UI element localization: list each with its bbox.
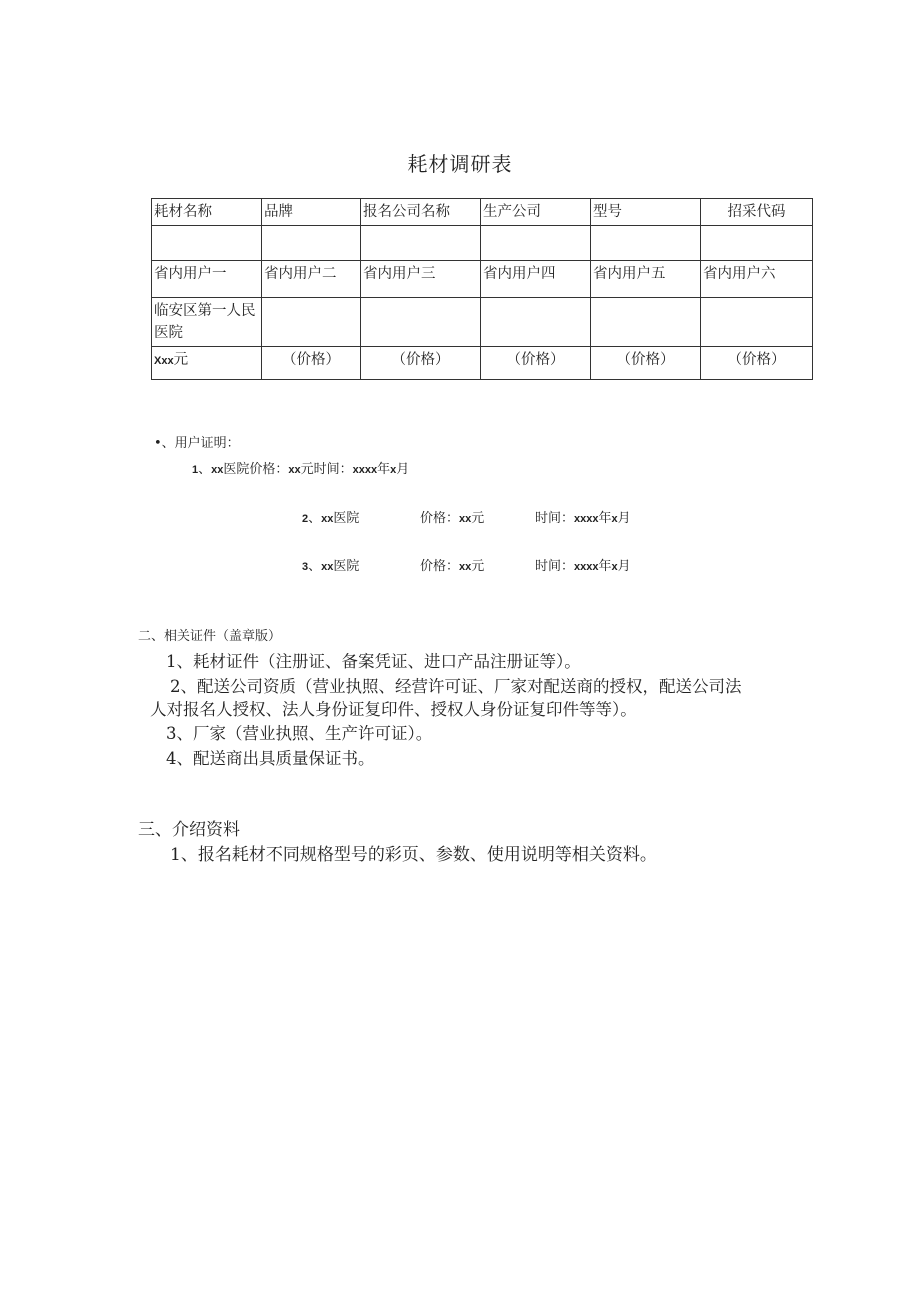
user-cell: 省内用户五 — [591, 261, 701, 298]
item-number: 1 — [192, 464, 199, 476]
table-cell — [591, 226, 701, 261]
yuan-label: 元 — [471, 559, 485, 574]
header-cell: 招采代码 — [701, 199, 813, 226]
item-number: 3 — [302, 561, 309, 573]
header-cell: 生产公司 — [481, 199, 591, 226]
hospital-label: 医院 — [333, 559, 360, 574]
price-label: 价格： — [420, 511, 460, 526]
header-cell: 耗材名称 — [152, 199, 262, 226]
year-placeholder: xxxx — [574, 561, 599, 573]
user-cell: 省内用户二 — [262, 261, 361, 298]
price-first-num: Xxx — [154, 355, 174, 367]
price-cell: （价格） — [701, 347, 813, 380]
user-cell: 省内用户一 — [152, 261, 262, 298]
table-cell — [481, 298, 591, 347]
table-cell — [262, 298, 361, 347]
item-sep: 、 — [308, 511, 322, 526]
yuan-label: 元 — [471, 511, 485, 526]
user-proof-item-3-price — [420, 555, 484, 574]
table-row-empty — [152, 226, 813, 261]
year-label: 年 — [598, 559, 612, 574]
user-proof-item-3 — [302, 555, 359, 574]
price-cell-first — [152, 347, 262, 380]
section2-heading: 二、相关证件（盖章版） — [138, 629, 282, 644]
table-cell — [481, 226, 591, 261]
user-proof-item-2-time — [535, 507, 631, 526]
table-row-hospital — [152, 298, 813, 347]
user-proof-item-1 — [192, 458, 409, 477]
certificate-item-2-line1: 2、配送公司资质（营业执照、经营许可证、厂家对配送商的授权，配送公司法 — [170, 677, 742, 696]
price-placeholder: xx — [459, 561, 472, 573]
time-label: 时间： — [535, 511, 575, 526]
month-label: 月 — [617, 511, 631, 526]
price-placeholder: xx — [459, 513, 472, 525]
hospital-placeholder: xx — [321, 513, 334, 525]
header-cell: 报名公司名称 — [361, 199, 481, 226]
user-cell: 省内用户四 — [481, 261, 591, 298]
certificate-item-2-line2: 人对报名人授权、法人身份证复印件、授权人身份证复印件等等）。 — [150, 700, 637, 719]
certificate-item-1: 1、耗材证件（注册证、备案凭证、进口产品注册证等）。 — [166, 652, 581, 671]
yuan-time-label: 元时间： — [300, 462, 353, 477]
hospital-placeholder: xx — [321, 561, 334, 573]
time-label: 时间： — [535, 559, 575, 574]
month-label: 月 — [617, 559, 631, 574]
hospital-label: 医院 — [333, 511, 360, 526]
month-label: 月 — [396, 462, 410, 477]
user-cell: 省内用户六 — [701, 261, 813, 298]
table-cell — [152, 226, 262, 261]
month-placeholder: x — [390, 464, 397, 476]
price-cell: （价格） — [591, 347, 701, 380]
item-number: 2 — [302, 513, 309, 525]
price-placeholder: xx — [288, 464, 301, 476]
table-cell — [262, 226, 361, 261]
month-placeholder: x — [611, 561, 618, 573]
section3-heading: 三、介绍资料 — [138, 820, 240, 840]
table-cell — [361, 298, 481, 347]
user-cell: 省内用户三 — [361, 261, 481, 298]
table-cell — [361, 226, 481, 261]
year-placeholder: xxxx — [352, 464, 378, 476]
table-cell — [701, 298, 813, 347]
table-row-prices — [152, 347, 813, 380]
price-cell: （价格） — [262, 347, 361, 380]
table-header-row — [152, 199, 813, 226]
user-proof-item-2 — [302, 507, 359, 526]
price-first-unit: 元 — [173, 352, 189, 368]
certificate-item-4: 4、配送商出具质量保证书。 — [166, 749, 375, 768]
year-label: 年 — [377, 462, 391, 477]
certificate-item-3: 3、厂家（营业执照、生产许可证）。 — [166, 724, 433, 743]
user-proof-item-2-price — [420, 507, 484, 526]
hospital-price-label: 医院价格： — [223, 462, 289, 477]
price-cell: （价格） — [481, 347, 591, 380]
hospital-cell: 临安区第一人民医院 — [152, 298, 262, 347]
page-title: 耗材调研表 — [407, 152, 513, 176]
table-cell — [701, 226, 813, 261]
table-row-users — [152, 261, 813, 298]
item-sep: 、 — [308, 559, 322, 574]
table-cell — [591, 298, 701, 347]
year-placeholder: xxxx — [574, 513, 599, 525]
price-label: 价格： — [420, 559, 460, 574]
section1-heading: •、用户证明： — [154, 436, 240, 451]
price-cell: （价格） — [361, 347, 481, 380]
month-placeholder: x — [611, 513, 618, 525]
item-sep: 、 — [198, 462, 212, 477]
survey-table — [151, 198, 813, 380]
user-proof-item-3-time — [535, 555, 631, 574]
header-cell: 型号 — [591, 199, 701, 226]
header-cell: 品牌 — [262, 199, 361, 226]
hospital-placeholder: xx — [211, 464, 224, 476]
year-label: 年 — [598, 511, 612, 526]
intro-item-1: 1、报名耗材不同规格型号的彩页、参数、使用说明等相关资料。 — [170, 845, 657, 865]
